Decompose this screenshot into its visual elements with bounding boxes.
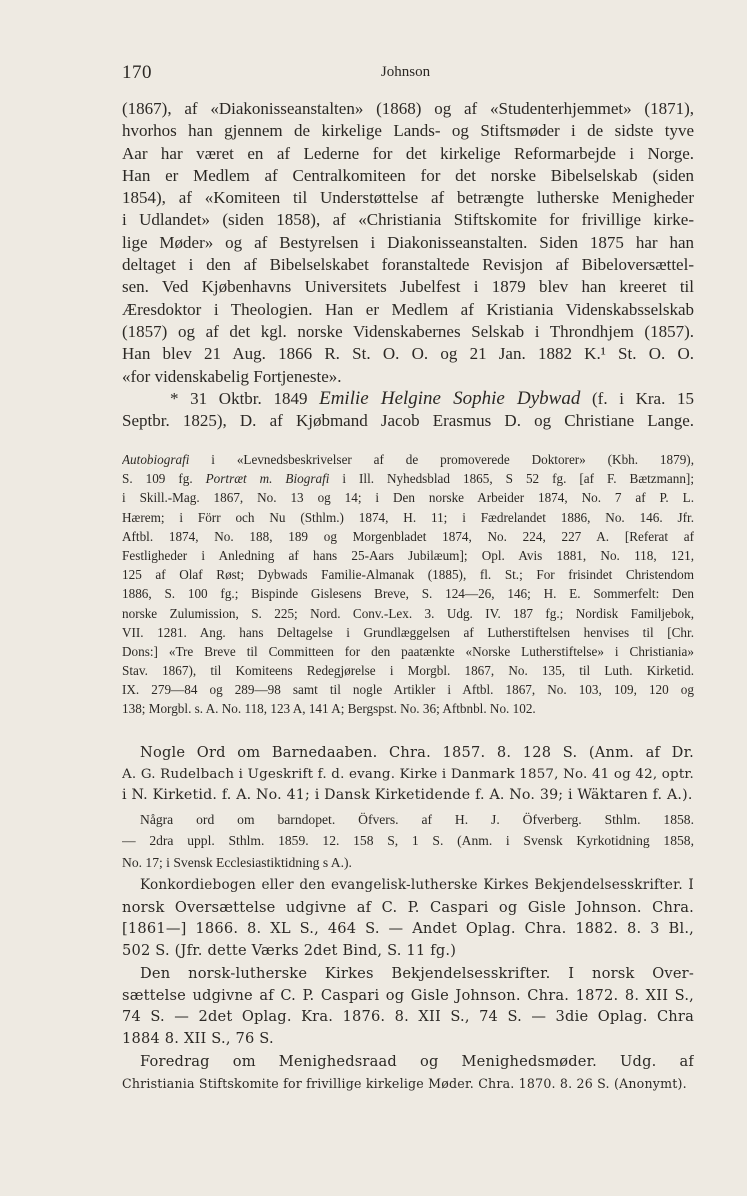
bib-entry-barndopet <box>122 809 694 874</box>
text-line: hvorhos han gjennem de kirkelige Lands- og Stiftsmøder i de sidste tyve <box>122 121 694 141</box>
text-line: Han er Medlem af Centralkomiteen for det norske Bibelselskab (siden <box>122 165 694 185</box>
reference-line <box>122 450 694 469</box>
bib-line: norsk Oversættelse udgivne af C. P. Caspari og Gisle Johnson. Chra. <box>122 898 694 916</box>
marriage-line <box>122 388 694 410</box>
reference-line: VII. 1281. Ang. hans Deltagelse i Grundlæggelsen af Lutherstiftelsen henvises til [Chr. <box>122 624 694 640</box>
bib-entry-barnedaaben <box>122 742 694 807</box>
text-line: Æresdoktor i Theologien. Han er Medlem af Kristiania Videnskabsselskab <box>122 299 694 319</box>
bib-line: — 2dra uppl. Sthlm. 1859. 12. 158 S, 1 S. (Anm. i Svensk Kyrkotidning 1858, <box>122 833 694 848</box>
page-header <box>122 62 689 86</box>
reference-line: 125 af Olaf Røst; Dybwads Familie-Almanak (1885), fl. St.; For frisindet Christendom <box>122 567 694 583</box>
bib-line: A. G. Rudelbach i Ugeskrift f. d. evang. Kirke i Danmark 1857, No. 41 og 42, optr. <box>122 766 694 782</box>
reference-line: 1886, S. 100 fg.; Bispinde Gislesens Breve, S. 124—26, 146; H. E. Sommerfelt: Den <box>122 586 694 602</box>
text-line: deltaget i den af Bibelselskabet foranstaltede Revisjon af Bibeloversættel- <box>122 255 694 275</box>
text-line: Han blev 21 Aug. 1866 R. St. O. O. og 21 Jan. 1882 K.¹ St. O. O. <box>122 344 694 364</box>
bib-line: Konkordiebogen eller den evangelisk-lutherske Kirkes Bekjendelsesskrifter. I <box>140 877 694 893</box>
bib-line: sættelse udgivne af C. P. Caspari og Gisle Johnson. Chra. 1872. 8. XII S., <box>122 986 694 1004</box>
text-line: sen. Ved Kjøbenhavns Universitets Jubelfest i 1879 blev han kreeret til <box>122 277 694 297</box>
reference-line: norske Zulumission, S. 225; Nord. Conv.-Lex. 3. Udg. IV. 187 fg.; Nordisk Familjebok, <box>122 605 694 621</box>
reference-line: Hærem; i Förr och Nu (Sthlm.) 1874, H. 11; i Fædrelandet 1886, No. 146. Jfr. <box>122 509 694 525</box>
bibliography-block <box>122 742 694 1094</box>
reference-text: i «Levnedsbeskrivelser af de promoverede Doktorer» (Kbh. 1879), <box>189 452 694 467</box>
reference-line: Stav. 1867), til Komiteens Redegjørelse i Morgbl. 1867, No. 135, til Luth. Kirketid. <box>122 663 694 679</box>
page-number: 170 <box>122 62 152 83</box>
text-line: (1867), af «Diakonisseanstalten» (1868) og af «Studenterhjemmet» (1871), <box>122 99 694 118</box>
bib-entry-bekjendelsesskrifter <box>122 963 694 1049</box>
reference-italic: Autobiografi <box>122 452 190 467</box>
reference-line: IX. 279—84 og 289—98 samt til nogle Artikler i Aftbl. 1867, No. 103, 109, 120 og <box>122 682 694 698</box>
bib-line: 1884 8. XII S., 76 S. <box>122 1029 274 1047</box>
bib-line: Den norsk-lutherske Kirkes Bekjendelsesskrifter. I norsk Over- <box>140 965 694 982</box>
reference-italic: Portræt m. Biografi <box>205 471 330 487</box>
bib-entry-foredrag <box>122 1051 694 1094</box>
bib-line: No. 17; i Svensk Ecclesiastiktidning s A.). <box>122 854 352 870</box>
reference-text: i Ill. Nyhedsblad 1865, S 52 fg. [af F. Bætzmann]; <box>329 471 694 487</box>
reference-text: S. 109 fg. <box>122 471 206 487</box>
reference-line: 138; Morgbl. s. A. No. 118, 123 A, 141 A; Bergspst. No. 36; Aftbnbl. No. 102. <box>122 701 536 717</box>
bib-line: i N. Kirketid. f. A. No. 41; i Dansk Kirketidende f. A. No. 39; i Wäktaren f. A.). <box>122 787 693 803</box>
text-line: 1854), af «Komiteen til Understøttelse af betrængte lutherske Menigheder <box>122 188 694 208</box>
reference-line <box>122 469 694 488</box>
reference-line: i Skill.-Mag. 1867, No. 13 og 14; i Den norske Arbeider 1874, No. 7 af P. L. <box>122 490 694 506</box>
bib-line: 74 S. — 2det Oplag. Kra. 1876. 8. XII S., 74 S. — 3die Oplag. Chra <box>122 1008 694 1025</box>
text-line: i Udlandet» (siden 1858), af «Christiania Stiftskomite for frivillige kirke- <box>122 210 694 230</box>
reference-line: Aftbl. 1874, No. 188, 189 og Morgenbladet 1874, No. 224, 227 A. [Referat af <box>122 528 694 544</box>
bib-line: Några ord om barndopet. Öfvers. af H. J. Öfverberg. Sthlm. 1858. <box>140 811 694 827</box>
text-line: (1857) og af det kgl. norske Videnskabernes Selskab i Throndhjem (1857). <box>122 321 694 341</box>
text-line: «for videnskabelig Fortjeneste». <box>122 366 342 386</box>
reference-line: Festligheder i Anledning af hans 25-Aars Jubilæum]; Opl. Avis 1881, No. 118, 121, <box>122 547 694 563</box>
bib-line: Christiania Stiftskomite for frivillige kirkelige Møder. Chra. 1870. 8. 26 S. (Anonymt). <box>122 1075 687 1091</box>
running-head: Johnson <box>380 64 431 80</box>
bib-line: Nogle Ord om Barnedaaben. Chra. 1857. 8. 128 S. (Anm. af Dr. <box>140 744 694 761</box>
bib-line: Foredrag om Menighedsraad og Menighedsmøder. Udg. af <box>140 1053 694 1070</box>
marriage-birth: (f. i Kra. 15 <box>580 388 694 408</box>
marriage-line-2: Septbr. 1825), D. af Kjøbmand Jacob Erasmus D. og Christiane Lange. <box>122 411 694 431</box>
text-line: Aar har været en af Lederne for det kirkelige Reformarbejde i Norge. <box>122 143 694 163</box>
references-block <box>122 450 694 719</box>
bib-entry-konkordiebogen <box>122 875 694 961</box>
spouse-name: Emilie Helgine Sophie Dybwad <box>319 387 581 409</box>
marriage-date: * 31 Oktbr. 1849 <box>170 388 320 408</box>
bib-line: 502 S. (Jfr. dette Værks 2det Bind, S. 11 fg.) <box>122 941 457 959</box>
biography-paragraph <box>122 98 694 432</box>
reference-line: Dons:] «Tre Breve til Committeen for den paatænkte «Norske Lutherstiftelse» i Christiania» <box>122 643 694 659</box>
bib-line: [1861—] 1866. 8. XL S., 464 S. — Andet Oplag. Chra. 1882. 8. 3 Bl., <box>122 920 694 937</box>
text-line: lige Møder» og af Bestyrelsen i Diakonisseanstalten. Siden 1875 har han <box>122 232 694 252</box>
